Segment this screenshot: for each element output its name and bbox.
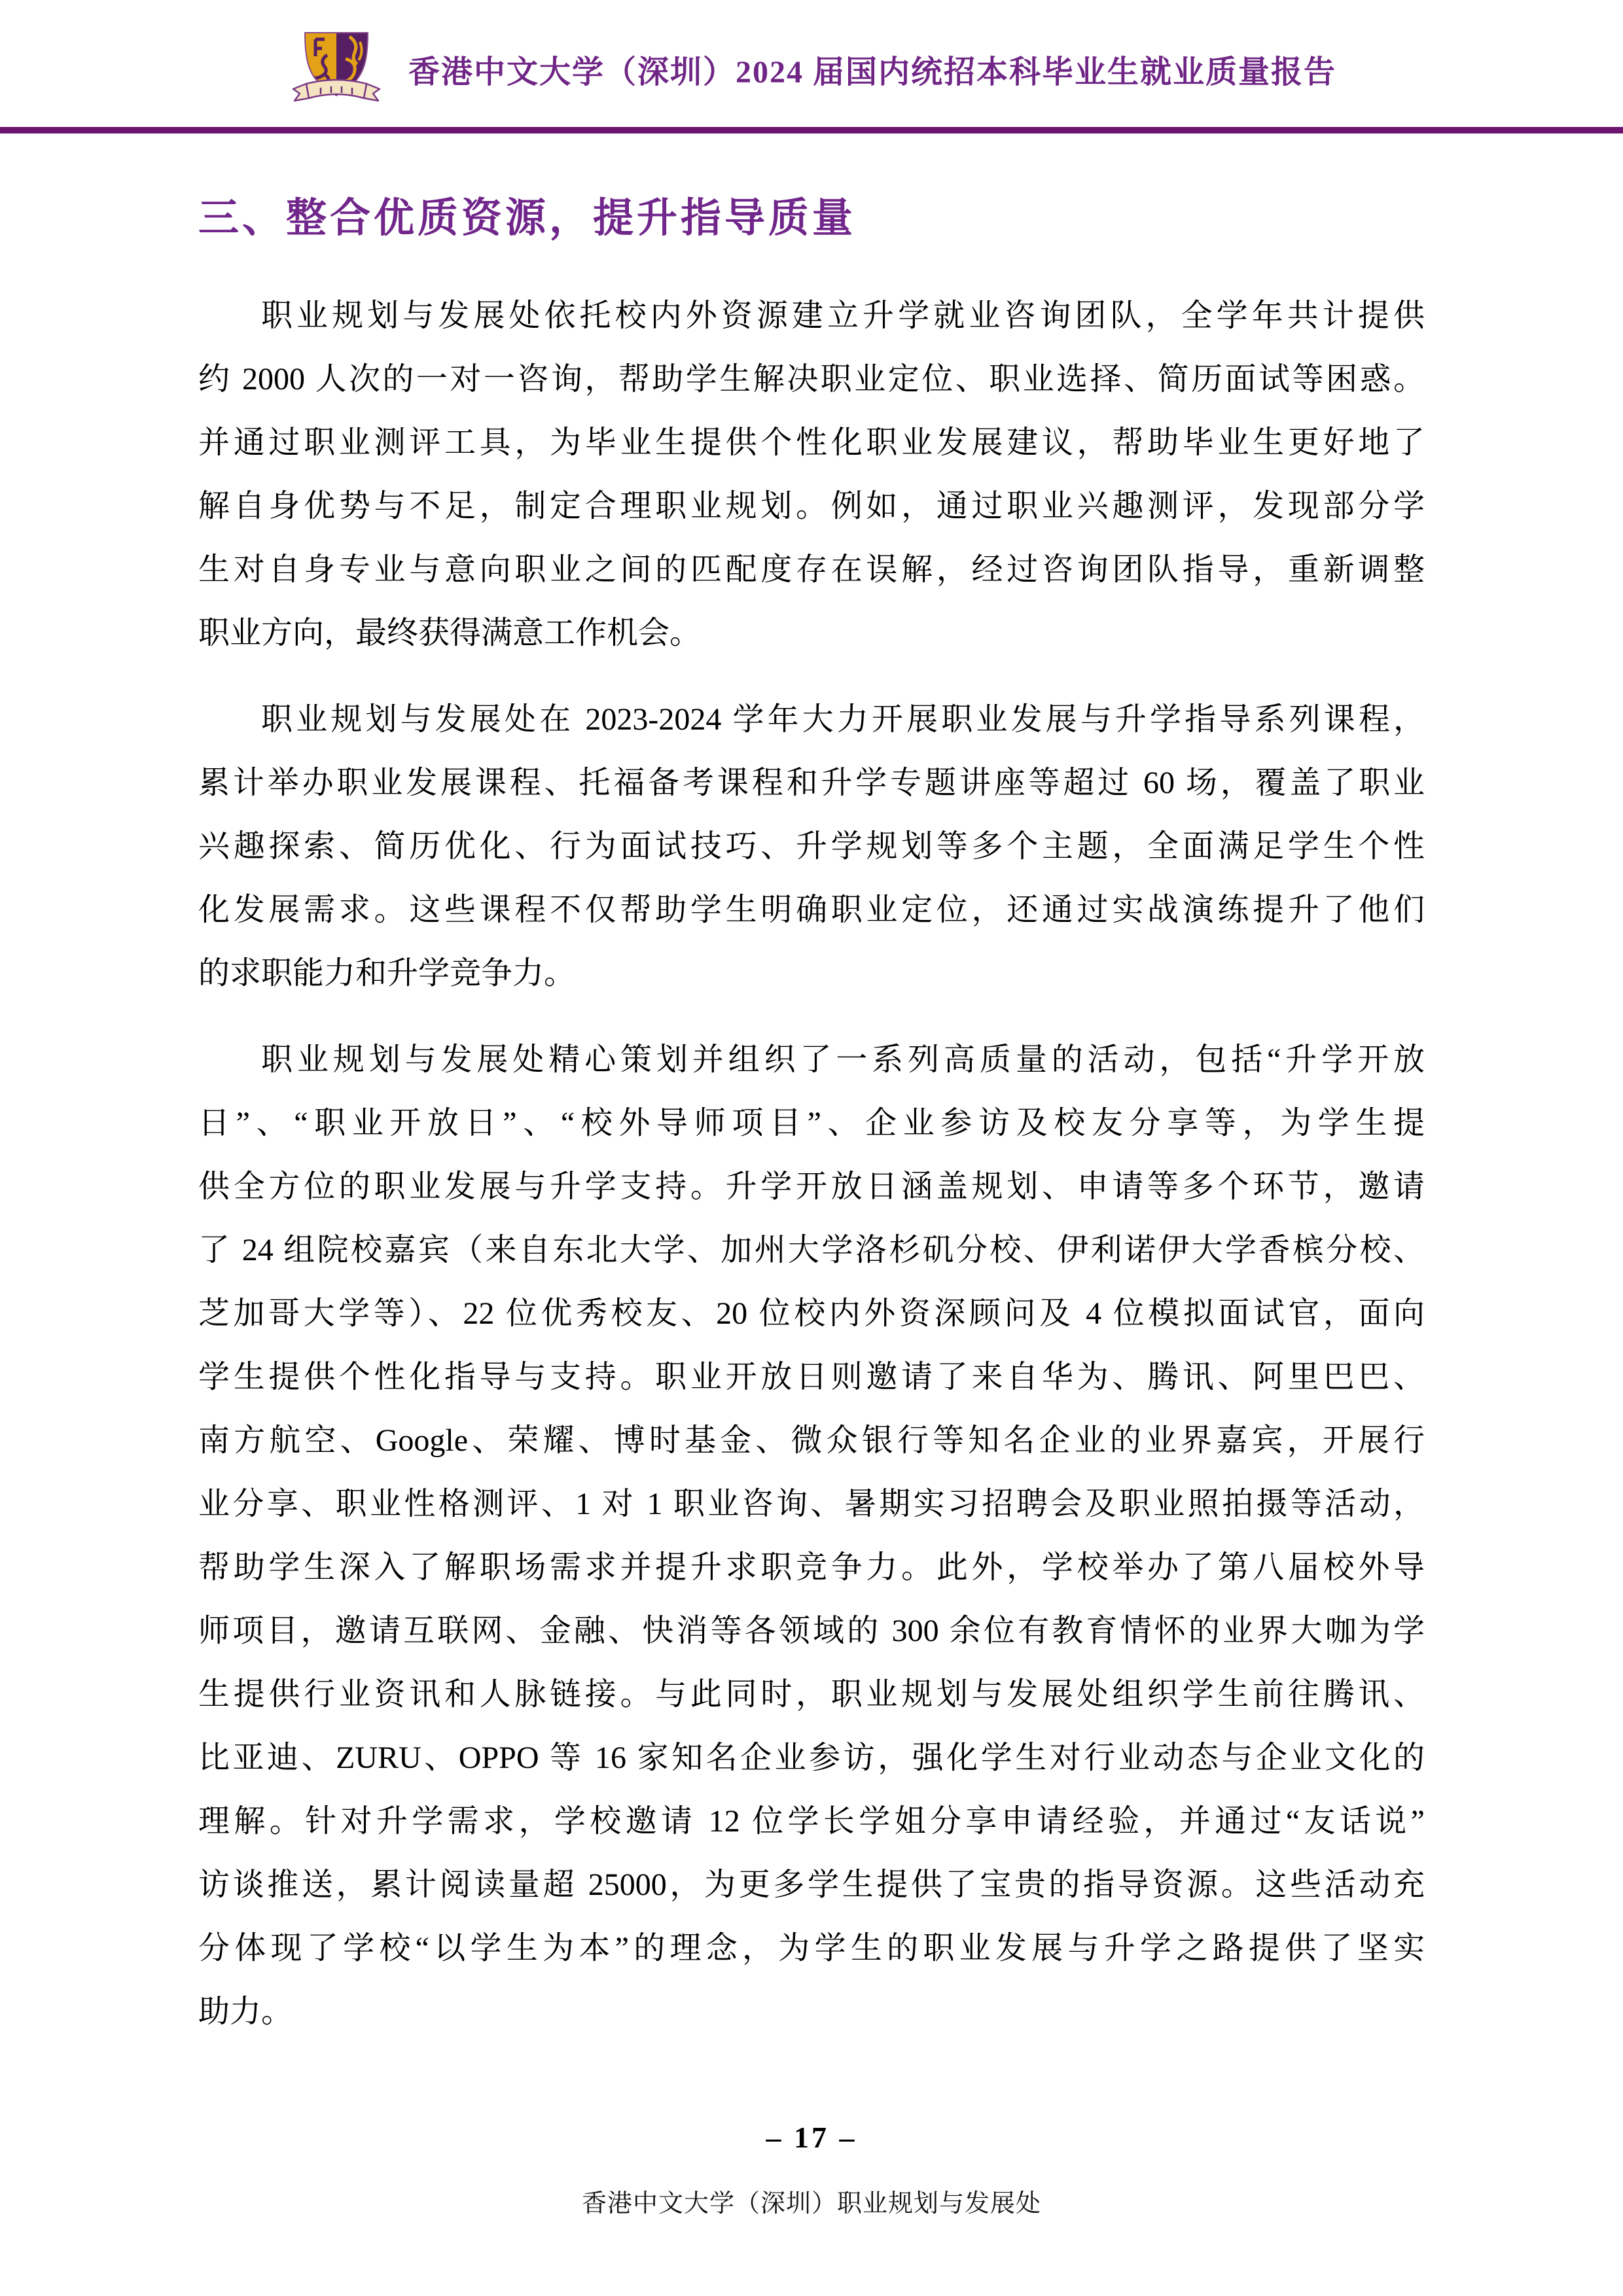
page-content	[198, 194, 1425, 2043]
text-line: 日”、“职业开放日”、“校外导师项目”、企业参访及校友分享等，为学生提	[198, 1106, 1425, 1140]
text-line: 学生提供个性化指导与支持。职业开放日则邀请了来自华为、腾讯、阿里巴巴、	[198, 1360, 1425, 1394]
page-header	[0, 25, 1623, 113]
section-heading: 三、整合优质资源，提升指导质量	[198, 196, 857, 241]
paragraph-1	[198, 284, 1425, 665]
report-title: 香港中文大学（深圳）2024 届国内统招本科毕业生就业质量报告	[408, 54, 1336, 90]
text-line: 业分享、职业性格测评、1 对 1 职业咨询、暑期实习招聘会及职业照拍摄等活动，	[198, 1487, 1425, 1521]
text-line: 访谈推送，累计阅读量超 25000，为更多学生提供了宝贵的指导资源。这些活动充	[198, 1867, 1425, 1902]
text-line: 帮助学生深入了解职场需求并提升求职竞争力。此外，学校举办了第八届校外导	[198, 1550, 1425, 1585]
text-line: 累计举办职业发展课程、托福备考课程和升学专题讲座等超过 60 场，覆盖了职业	[198, 766, 1425, 800]
text-line: 师项目，邀请互联网、金融、快消等各领域的 300 余位有教育情怀的业界大咖为学	[198, 1614, 1425, 1648]
text-line: 芝加哥大学等）、22 位优秀校友、20 位校内外资深顾问及 4 位模拟面试官，面向	[198, 1296, 1425, 1331]
text-line: 职业方向，最终获得满意工作机会。	[198, 616, 702, 650]
text-line: 的求职能力和升学竞争力。	[198, 956, 576, 991]
text-line: 并通过职业测评工具，为毕业生提供个性化职业发展建议，帮助毕业生更好地了	[198, 425, 1425, 460]
footer-department: 香港中文大学（深圳）职业规划与发展处	[581, 2190, 1041, 2217]
text-line: 比亚迪、ZURU、OPPO 等 16 家知名企业参访，强化学生对行业动态与企业文化的	[198, 1740, 1425, 1775]
text-line: 供全方位的职业发展与升学支持。升学开放日涵盖规划、申请等多个环节，邀请	[198, 1169, 1425, 1204]
text-line: 职业规划与发展处精心策划并组织了一系列高质量的活动，包括“升学开放	[261, 1042, 1425, 1077]
text-line: 助力。	[198, 1994, 293, 2029]
text-line: 理解。针对升学需求，学校邀请 12 位学长学姐分享申请经验，并通过“友话说”	[198, 1804, 1425, 1839]
paragraph-3	[198, 1028, 1425, 2043]
text-line: 约 2000 人次的一对一咨询，帮助学生解决职业定位、职业选择、简历面试等困惑。	[198, 362, 1425, 397]
cuhk-crest-logo	[287, 29, 386, 109]
text-line: 生提供行业资讯和人脉链接。与此同时，职业规划与发展处组织学生前往腾讯、	[198, 1677, 1425, 1712]
paragraph-2	[198, 688, 1425, 1005]
header-divider	[0, 127, 1623, 133]
text-line: 兴趣探索、简历优化、行为面试技巧、升学规划等多个主题，全面满足学生个性	[198, 829, 1425, 864]
text-line: 职业规划与发展处在 2023-2024 学年大力开展职业发展与升学指导系列课程，	[261, 702, 1425, 737]
text-line: 化发展需求。这些课程不仅帮助学生明确职业定位，还通过实战演练提升了他们	[198, 892, 1425, 927]
text-line: 生对自身专业与意向职业之间的匹配度存在误解，经过咨询团队指导，重新调整	[198, 552, 1425, 587]
text-line: 职业规划与发展处依托校内外资源建立升学就业咨询团队，全学年共计提供	[261, 298, 1425, 333]
text-line: 解自身优势与不足，制定合理职业规划。例如，通过职业兴趣测评，发现部分学	[198, 489, 1425, 523]
text-line: 南方航空、Google、荣耀、博时基金、微众银行等知名企业的业界嘉宾，开展行	[198, 1423, 1425, 1458]
text-line: 了 24 组院校嘉宾（来自东北大学、加州大学洛杉矶分校、伊利诺伊大学香槟分校、	[198, 1233, 1425, 1267]
text-line: 分体现了学校“以学生为本”的理念，为学生的职业发展与升学之路提供了坚实	[198, 1931, 1425, 1966]
page-number: – 17 –	[766, 2121, 857, 2154]
